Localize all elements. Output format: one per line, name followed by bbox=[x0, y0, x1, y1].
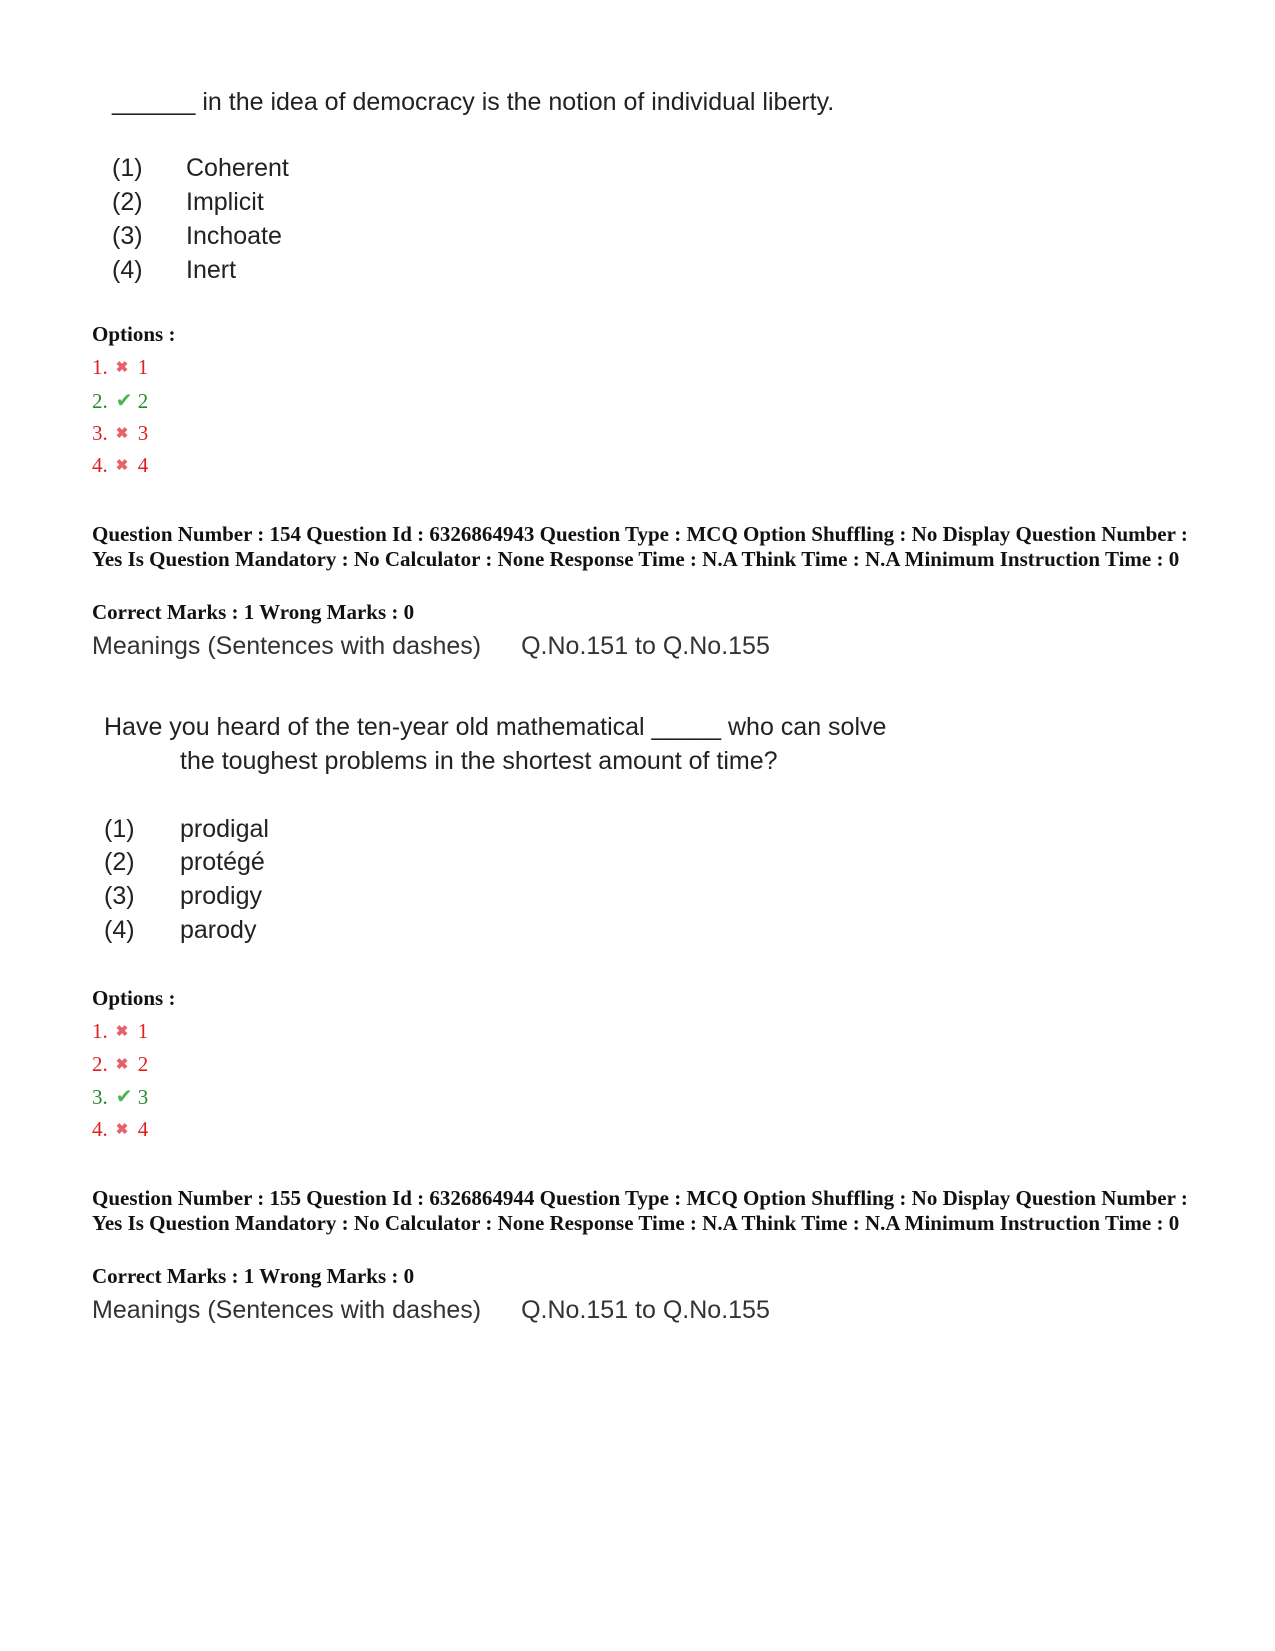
option-number: 4. bbox=[92, 453, 108, 477]
section-title: Meanings (Sentences with dashes) bbox=[92, 1296, 482, 1324]
option-number: 2. bbox=[92, 1052, 108, 1076]
option-row bbox=[92, 1084, 148, 1110]
option-number: 1. bbox=[92, 355, 108, 379]
marks-info: Correct Marks : 1 Wrong Marks : 0 bbox=[92, 600, 415, 624]
option-value: 1 bbox=[137, 1019, 149, 1043]
choice-text: parody bbox=[180, 916, 257, 944]
option-row bbox=[92, 1117, 148, 1142]
choice-number: (4) bbox=[112, 256, 143, 284]
option-value: 3 bbox=[137, 1085, 149, 1109]
choice-text: Implicit bbox=[186, 188, 264, 216]
option-number: 1. bbox=[92, 1019, 108, 1043]
question-range: Q.No.151 to Q.No.155 bbox=[521, 1296, 770, 1324]
check-icon: ✔ bbox=[115, 1086, 133, 1108]
question-stem-continued: the toughest problems in the shortest amount of time? bbox=[180, 747, 778, 775]
option-number: 3. bbox=[92, 421, 108, 445]
option-row bbox=[92, 388, 148, 414]
section-heading bbox=[92, 632, 770, 661]
check-icon: ✔ bbox=[115, 390, 133, 412]
options-label: Options : bbox=[92, 322, 176, 346]
option-row bbox=[92, 421, 148, 446]
option-row bbox=[92, 453, 148, 478]
marks-info: Correct Marks : 1 Wrong Marks : 0 bbox=[92, 1264, 415, 1288]
question-stem: ______ in the idea of democracy is the notion of individual liberty. bbox=[112, 88, 835, 116]
choice-text: prodigal bbox=[180, 815, 269, 843]
choice-text: Inert bbox=[186, 256, 237, 284]
choice-number: (2) bbox=[104, 848, 135, 876]
options-label: Options : bbox=[92, 986, 176, 1010]
option-number: 3. bbox=[92, 1085, 108, 1109]
choice-number: (4) bbox=[104, 916, 135, 944]
section-title: Meanings (Sentences with dashes) bbox=[92, 632, 482, 660]
cross-icon: ✖ bbox=[115, 1057, 129, 1073]
choice-text: Coherent bbox=[186, 154, 289, 182]
option-number: 4. bbox=[92, 1117, 108, 1141]
option-number: 2. bbox=[92, 389, 108, 413]
option-value: 2 bbox=[137, 389, 149, 413]
section-heading bbox=[92, 1296, 770, 1325]
question-meta: Question Number : 154 Question Id : 6326864943 Question Type : MCQ Option Shuffling : No Display Question Number : Yes Is Question Mandatory : No Calculator : None Response Time : N.A Think Time : N.A Minimum Instruction Time : 0 bbox=[92, 522, 1188, 571]
cross-icon: ✖ bbox=[115, 360, 129, 376]
question-range: Q.No.151 to Q.No.155 bbox=[521, 632, 770, 660]
question-meta: Question Number : 155 Question Id : 6326864944 Question Type : MCQ Option Shuffling : No Display Question Number : Yes Is Question Mandatory : No Calculator : None Response Time : N.A Think Time : N.A Minimum Instruction Time : 0 bbox=[92, 1186, 1188, 1235]
choice-number: (2) bbox=[112, 188, 143, 216]
choice-text: prodigy bbox=[180, 882, 262, 910]
option-row bbox=[92, 1019, 148, 1044]
cross-icon: ✖ bbox=[115, 1024, 129, 1040]
option-row bbox=[92, 355, 148, 380]
choice-number: (1) bbox=[112, 154, 143, 182]
option-row bbox=[92, 1052, 148, 1077]
cross-icon: ✖ bbox=[115, 1122, 129, 1138]
choice-text: Inchoate bbox=[186, 222, 282, 250]
choice-number: (3) bbox=[104, 882, 135, 910]
cross-icon: ✖ bbox=[115, 426, 129, 442]
question-stem: Have you heard of the ten-year old mathematical _____ who can solve bbox=[104, 713, 887, 741]
option-value: 4 bbox=[137, 1117, 149, 1141]
option-value: 3 bbox=[137, 421, 149, 445]
option-value: 2 bbox=[137, 1052, 149, 1076]
choice-text: protégé bbox=[180, 848, 265, 876]
cross-icon: ✖ bbox=[115, 458, 129, 474]
option-value: 4 bbox=[137, 453, 149, 477]
option-value: 1 bbox=[137, 355, 149, 379]
choice-number: (1) bbox=[104, 815, 135, 843]
choice-number: (3) bbox=[112, 222, 143, 250]
